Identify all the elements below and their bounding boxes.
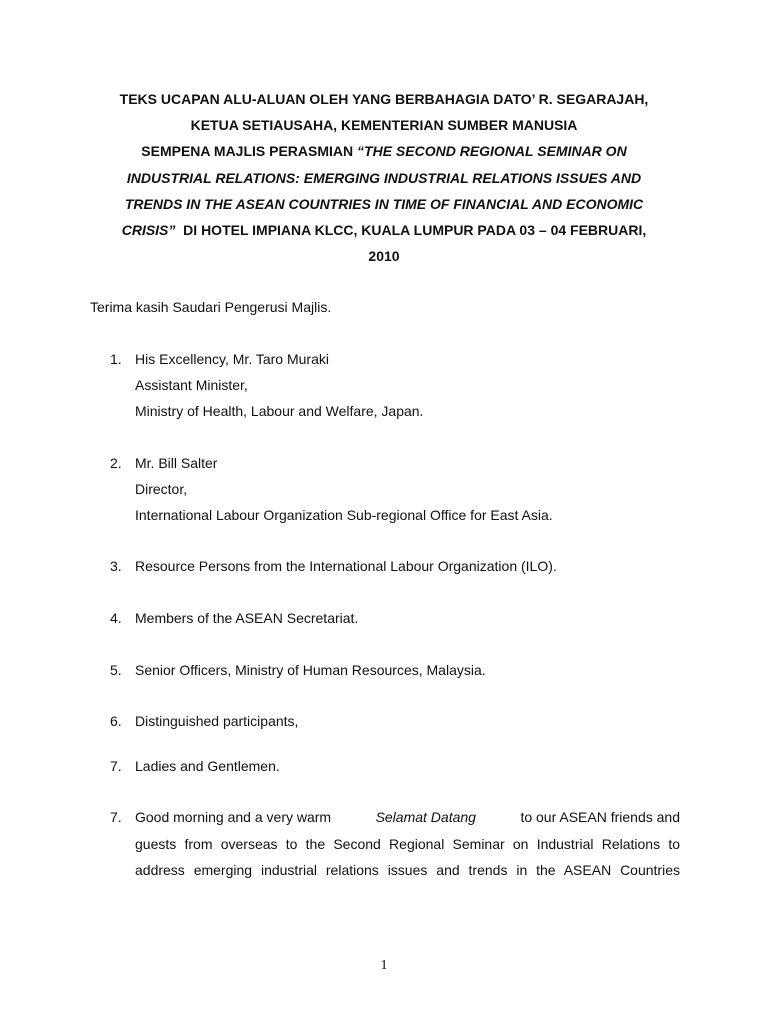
speech-title bbox=[88, 86, 680, 269]
list-number: 4. bbox=[110, 610, 122, 626]
title-line-5 bbox=[88, 191, 680, 217]
list-line: Distinguished participants, bbox=[135, 713, 299, 729]
list-line: Ladies and Gentlemen. bbox=[135, 758, 280, 774]
title-line-7: 2010 bbox=[368, 248, 400, 265]
paragraph-line-1-italic: Selamat Datang bbox=[375, 809, 476, 825]
list-body bbox=[135, 553, 557, 579]
list-line: Ministry of Health, Labour and Welfare, Japan. bbox=[135, 403, 424, 419]
list-body bbox=[135, 753, 280, 779]
list-number: 1. bbox=[110, 351, 122, 367]
list-line: Mr. Bill Salter bbox=[135, 455, 218, 471]
list-body bbox=[135, 346, 423, 424]
list-number: 2. bbox=[110, 455, 122, 471]
list-line: Director, bbox=[135, 481, 188, 497]
title-line-3-italic: “THE SECOND REGIONAL SEMINAR ON bbox=[357, 143, 627, 160]
list-body bbox=[135, 450, 553, 528]
list-number: 6. bbox=[110, 713, 122, 729]
list-body bbox=[135, 657, 486, 683]
title-line-6-plain: DI HOTEL IMPIANA KLCC, KUALA LUMPUR PADA 03 – 04 FEBRUARI, bbox=[175, 222, 647, 239]
list-line: Resource Persons from the International Labour Organization (ILO). bbox=[135, 558, 557, 574]
list-number: 5. bbox=[110, 662, 122, 678]
paragraph-line-3: address emerging industrial relations issues and trends in the ASEAN Countries bbox=[135, 862, 680, 878]
list-body bbox=[135, 605, 358, 631]
salutation: Terima kasih Saudari Pengerusi Majlis. bbox=[90, 299, 332, 315]
title-line-6-italic: CRISIS” bbox=[121, 222, 176, 239]
title-line-4-italic: INDUSTRIAL RELATIONS: EMERGING INDUSTRIAL RELATIONS ISSUES AND bbox=[126, 169, 642, 186]
title-line-5-italic: TRENDS IN THE ASEAN COUNTRIES IN TIME OF FINANCIAL AND ECONOMIC bbox=[124, 195, 644, 212]
title-line-3-plain: SEMPENA MAJLIS PERASMIAN bbox=[141, 143, 358, 160]
title-line-6 bbox=[88, 217, 680, 243]
title-line-1: TEKS UCAPAN ALU-ALUAN OLEH YANG BERBAHAGIA DATO’ R. SEGARAJAH, bbox=[119, 91, 649, 107]
list-line: His Excellency, Mr. Taro Muraki bbox=[135, 351, 329, 367]
title-line-4 bbox=[88, 165, 680, 191]
list-number: 3. bbox=[110, 558, 122, 574]
list-body bbox=[135, 708, 298, 734]
list-line: Senior Officers, Ministry of Human Resources, Malaysia. bbox=[135, 662, 486, 678]
paragraph-line-1-pre: Good morning and a very warm bbox=[135, 809, 332, 825]
paragraph-number: 7. bbox=[110, 809, 122, 825]
list-line: International Labour Organization Sub-regional Office for East Asia. bbox=[135, 507, 553, 523]
list-number: 7. bbox=[110, 758, 122, 774]
list-line: Assistant Minister, bbox=[135, 377, 248, 393]
paragraph-line-1 bbox=[135, 804, 680, 831]
paragraph-line-1-post: to our ASEAN friends and bbox=[520, 809, 680, 825]
list-line: Members of the ASEAN Secretariat. bbox=[135, 610, 359, 626]
paragraph-text bbox=[135, 804, 680, 884]
paragraph-line-2: guests from overseas to the Second Regional Seminar on Industrial Relations to bbox=[135, 835, 680, 852]
page-number: 1 bbox=[380, 958, 388, 973]
title-line-3 bbox=[88, 138, 680, 164]
title-line-2: KETUA SETIAUSAHA, KEMENTERIAN SUMBER MANUSIA bbox=[190, 117, 578, 134]
